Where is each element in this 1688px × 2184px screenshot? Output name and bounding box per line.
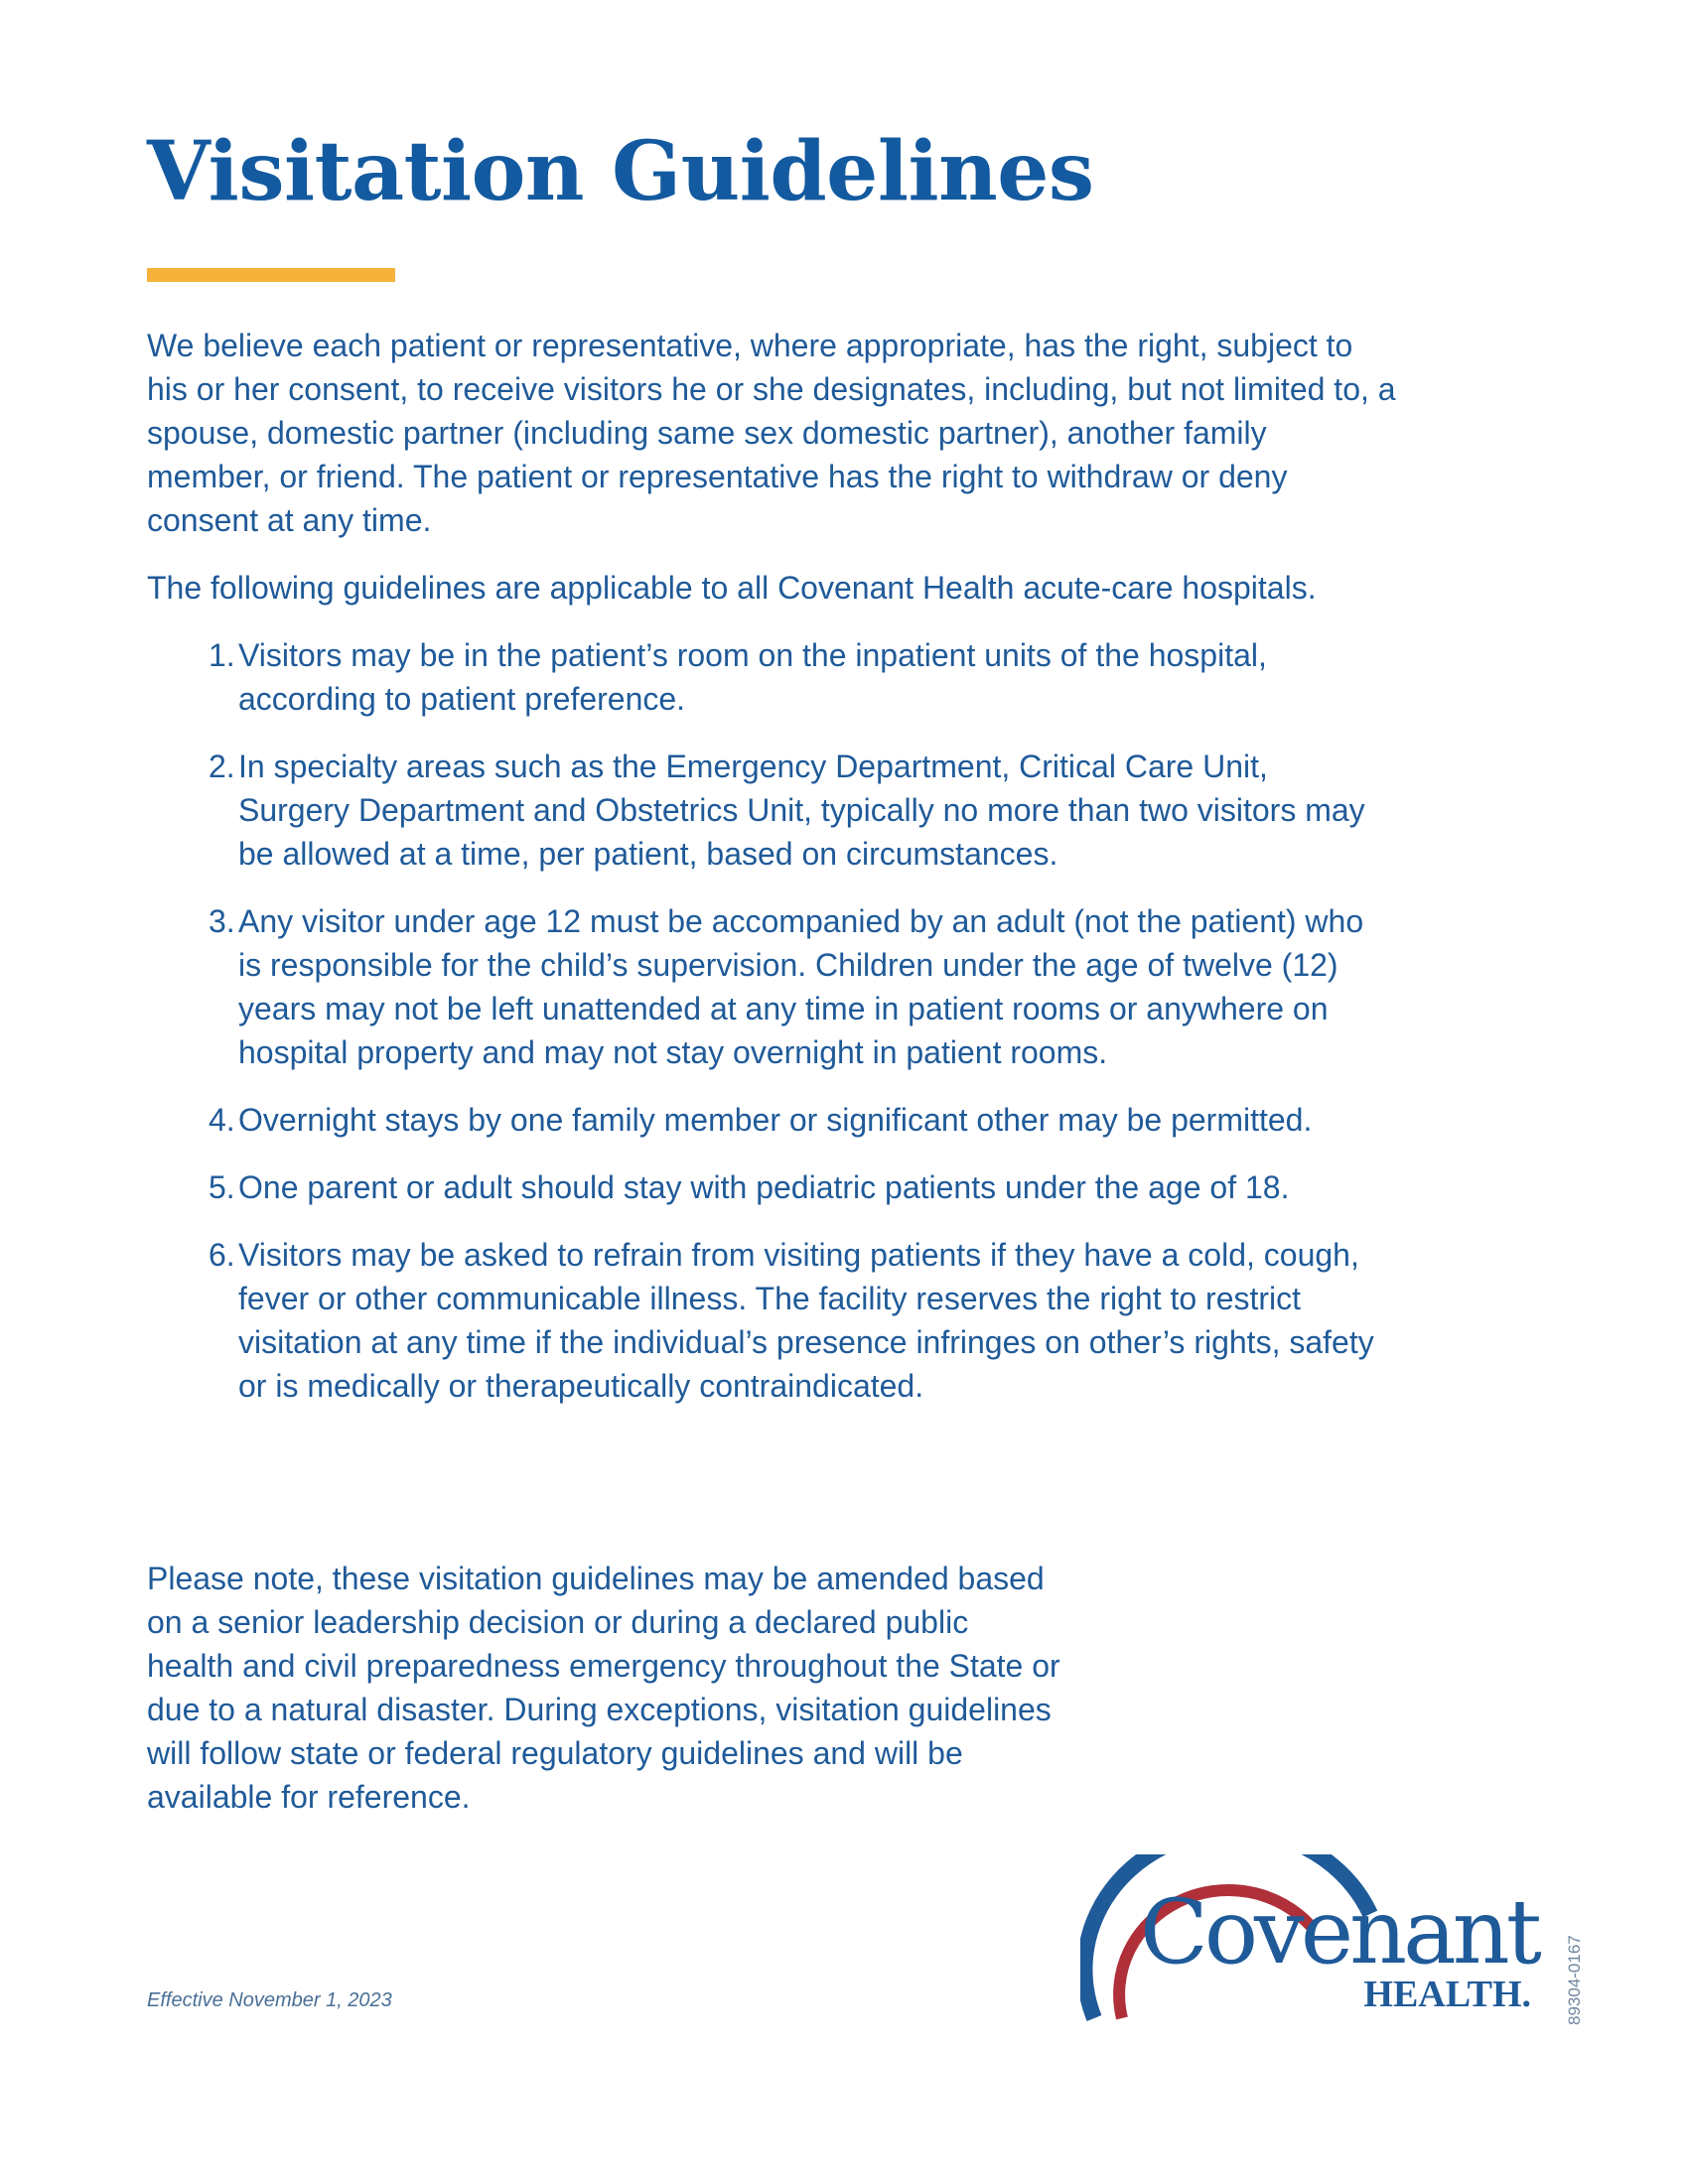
applicability-paragraph: The following guidelines are applicable to all Covenant Health acute-care hospitals. <box>147 570 1317 606</box>
guidelines-list <box>147 633 1398 1408</box>
intro-paragraph: We believe each patient or representative, where appropriate, has the right, subject to his or her consent, to receive visitors he or she designates, including, but not limited to, a spouse, domestic partner (including same sex domestic partner), another family member, or friend. The patient or representative has the right to withdraw or deny consent at any time. <box>147 328 1396 538</box>
guideline-number: 2. <box>209 749 235 784</box>
guideline-text: Any visitor under age 12 must be accompanied by an adult (not the patient) who is responsible for the child’s supervision. Children under the age of twelve (12) years may not be left unattended at any time in patient rooms or anywhere on hospital property and may not stay overnight in patient rooms. <box>238 903 1364 1070</box>
guideline-number: 4. <box>209 1102 235 1138</box>
guideline-text: Overnight stays by one family member or significant other may be permitted. <box>238 1102 1313 1138</box>
guideline-item <box>209 1233 1398 1408</box>
guideline-item <box>209 1098 1398 1142</box>
document-body <box>147 324 1398 1432</box>
document-code: 89304-0167 <box>1565 1935 1584 2025</box>
guideline-text: One parent or adult should stay with pediatric patients under the age of 18. <box>238 1169 1290 1205</box>
guideline-item <box>209 899 1398 1074</box>
guideline-text: Visitors may be in the patient’s room on the inpatient units of the hospital, according to patient preference. <box>238 637 1267 717</box>
logo-wordmark: Covenant <box>1140 1880 1538 1984</box>
page-title: Visitation Guidelines <box>147 124 1094 219</box>
effective-date: Effective November 1, 2023 <box>147 1989 392 2011</box>
guideline-item <box>209 1165 1398 1209</box>
logo-subtitle: HEALTH. <box>1363 1974 1531 2015</box>
guideline-number: 3. <box>209 903 235 939</box>
guideline-number: 6. <box>209 1237 235 1273</box>
guideline-text: In specialty areas such as the Emergency Department, Critical Care Unit, Surgery Department and Obstetrics Unit, typically no more than two visitors may be allowed at a time, per patient, based on circumstances. <box>238 749 1365 872</box>
guideline-text: Visitors may be asked to refrain from visiting patients if they have a cold, cough, fever or other communicable illness. The facility reserves the right to restrict visitation at any time if the individual’s presence infringes on other’s rights, safety or is medically or therapeutically contraindicated. <box>238 1237 1374 1404</box>
title-underline-rule <box>147 268 395 282</box>
covenant-health-logo <box>1080 1854 1547 2023</box>
amendment-note: Please note, these visitation guidelines may be amended based on a senior leadership decision or during a declared public health and civil preparedness emergency throughout the State or due to a natural disaster. During exceptions, visitation guidelines will follow state or federal regulatory guidelines and will be available for reference. <box>147 1561 1060 1815</box>
guideline-number: 5. <box>209 1169 235 1205</box>
guideline-item <box>209 633 1398 721</box>
guideline-number: 1. <box>209 637 235 673</box>
guideline-item <box>209 745 1398 876</box>
